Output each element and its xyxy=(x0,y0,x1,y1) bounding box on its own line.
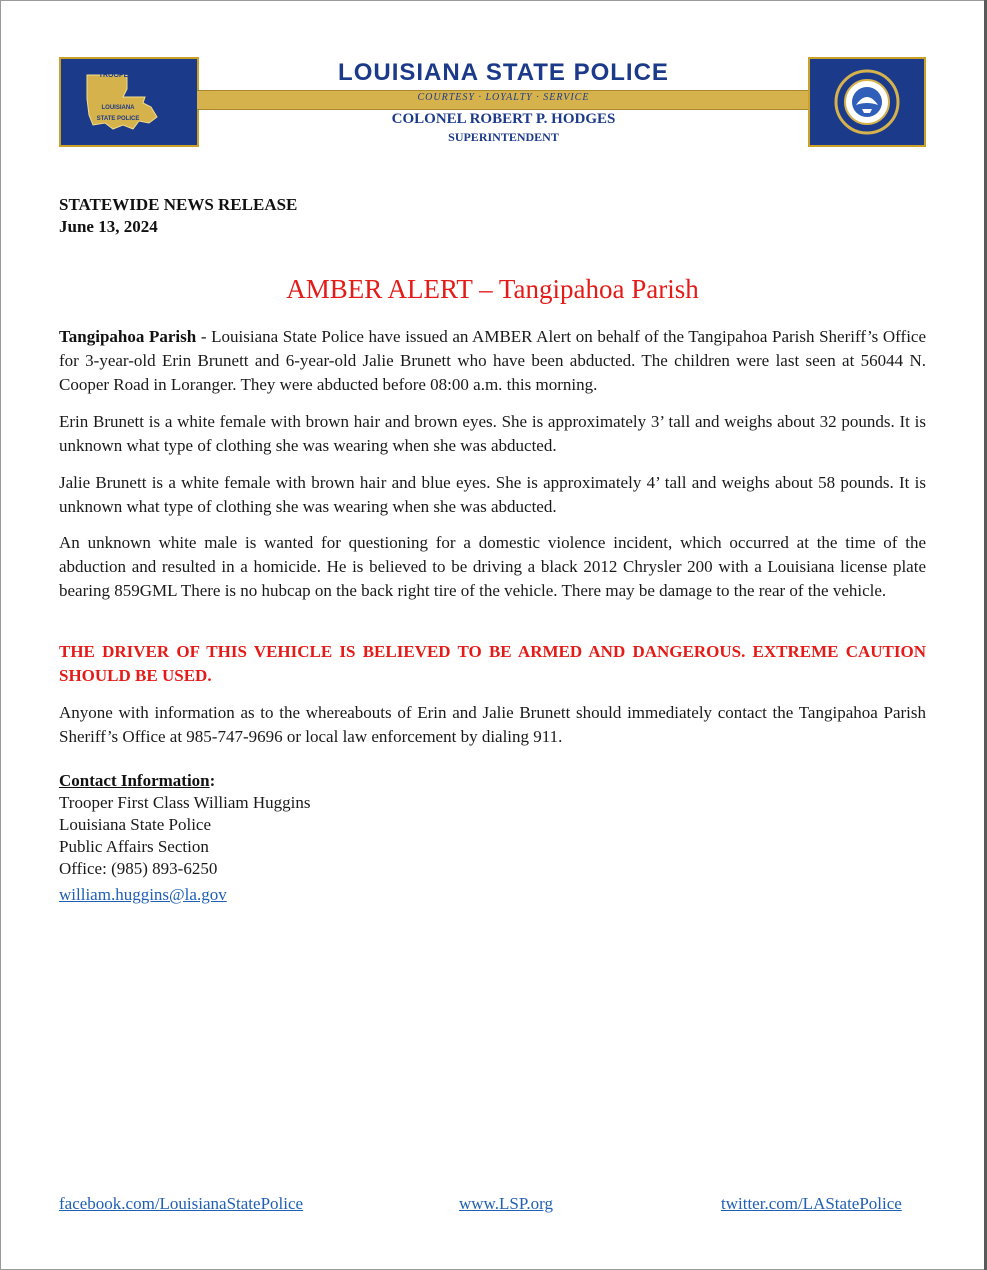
letterhead xyxy=(59,57,926,147)
paragraph-tips: Anyone with information as to the whereabouts of Erin and Jalie Brunett should immediately contact the Tangipahoa Parish Sheriff’s Office at 985-747-9696 or local law enforcement by dialing 911. xyxy=(59,703,926,746)
release-type: STATEWIDE NEWS RELEASE xyxy=(59,195,298,214)
contact-email-link[interactable]: william.huggins@la.gov xyxy=(59,885,227,904)
state-seal-logo xyxy=(808,57,926,147)
contact-org: Louisiana State Police xyxy=(59,815,212,834)
badge-state-police-text: STATE POLICE xyxy=(96,116,140,122)
superintendent-title: SUPERINTENDENT xyxy=(448,130,559,144)
contact-heading: Contact Information xyxy=(59,771,210,790)
paragraph-erin: Erin Brunett is a white female with brown hair and brown eyes. She is approximately 3’ tall and weighs about 32 pounds. It is unknown what type of clothing she was wearing when she was abducted. xyxy=(59,412,926,455)
alert-title: AMBER ALERT – Tangipahoa Parish xyxy=(286,274,699,304)
contact-heading-line xyxy=(59,770,311,792)
contact-office-phone: Office: (985) 893-6250 xyxy=(59,859,218,878)
twitter-link[interactable]: twitter.com/LAStatePolice xyxy=(721,1194,902,1213)
paragraph-jalie: Jalie Brunett is a white female with brown hair and blue eyes. She is approximately 4’ tall and weighs about 58 pounds. It is unknown what type of clothing she was wearing when she was abducted. xyxy=(59,473,926,516)
badge-trooper-text: TROOPER xyxy=(98,72,134,79)
contact-heading-colon: : xyxy=(209,771,216,790)
release-date: June 13, 2024 xyxy=(59,217,158,236)
badge-louisiana-text: LOUISIANA xyxy=(101,105,135,111)
warning-notice: THE DRIVER OF THIS VEHICLE IS BELIEVED TO BE ARMED AND DANGEROUS. EXTREME CAUTION SHOULD BE USED. xyxy=(59,642,926,685)
contact-name: Trooper First Class William Huggins xyxy=(59,793,311,812)
agency-name: LOUISIANA STATE POLICE xyxy=(338,59,669,86)
paragraph-intro xyxy=(59,325,926,397)
facebook-link[interactable]: facebook.com/LouisianaStatePolice xyxy=(59,1194,304,1213)
contact-block xyxy=(59,770,311,906)
contact-section: Public Affairs Section xyxy=(59,837,209,856)
trooper-badge-logo xyxy=(59,57,199,147)
intro-body: - Louisiana State Police have issued an AMBER Alert on behalf of the Tangipahoa Parish Sheriff’s Office for 3-year-old Erin Brunett and 6-year-old Jalie Brunett who have been abducted. The children were last seen at 56044 N. Cooper Road in Loranger. They were abducted before 08:00 a.m. this morning. xyxy=(59,327,927,394)
intro-lead: Tangipahoa Parish xyxy=(59,327,197,346)
state-seal-icon xyxy=(834,69,900,135)
website-link[interactable]: www.LSP.org xyxy=(459,1194,553,1213)
paragraph-suspect: An unknown white male is wanted for questioning for a domestic violence incident, which occurred at the time of the abduction and resulted in a homicide. He is believed to be driving a black 2012 Chrysler 200 with a Louisiana license plate bearing 859GML There is no hubcap on the back right tire of the vehicle. There may be damage to the rear of the vehicle. xyxy=(59,533,926,600)
agency-motto: COURTESY · LOYALTY · SERVICE xyxy=(417,92,590,103)
colonel-name: COLONEL ROBERT P. HODGES xyxy=(391,111,616,127)
